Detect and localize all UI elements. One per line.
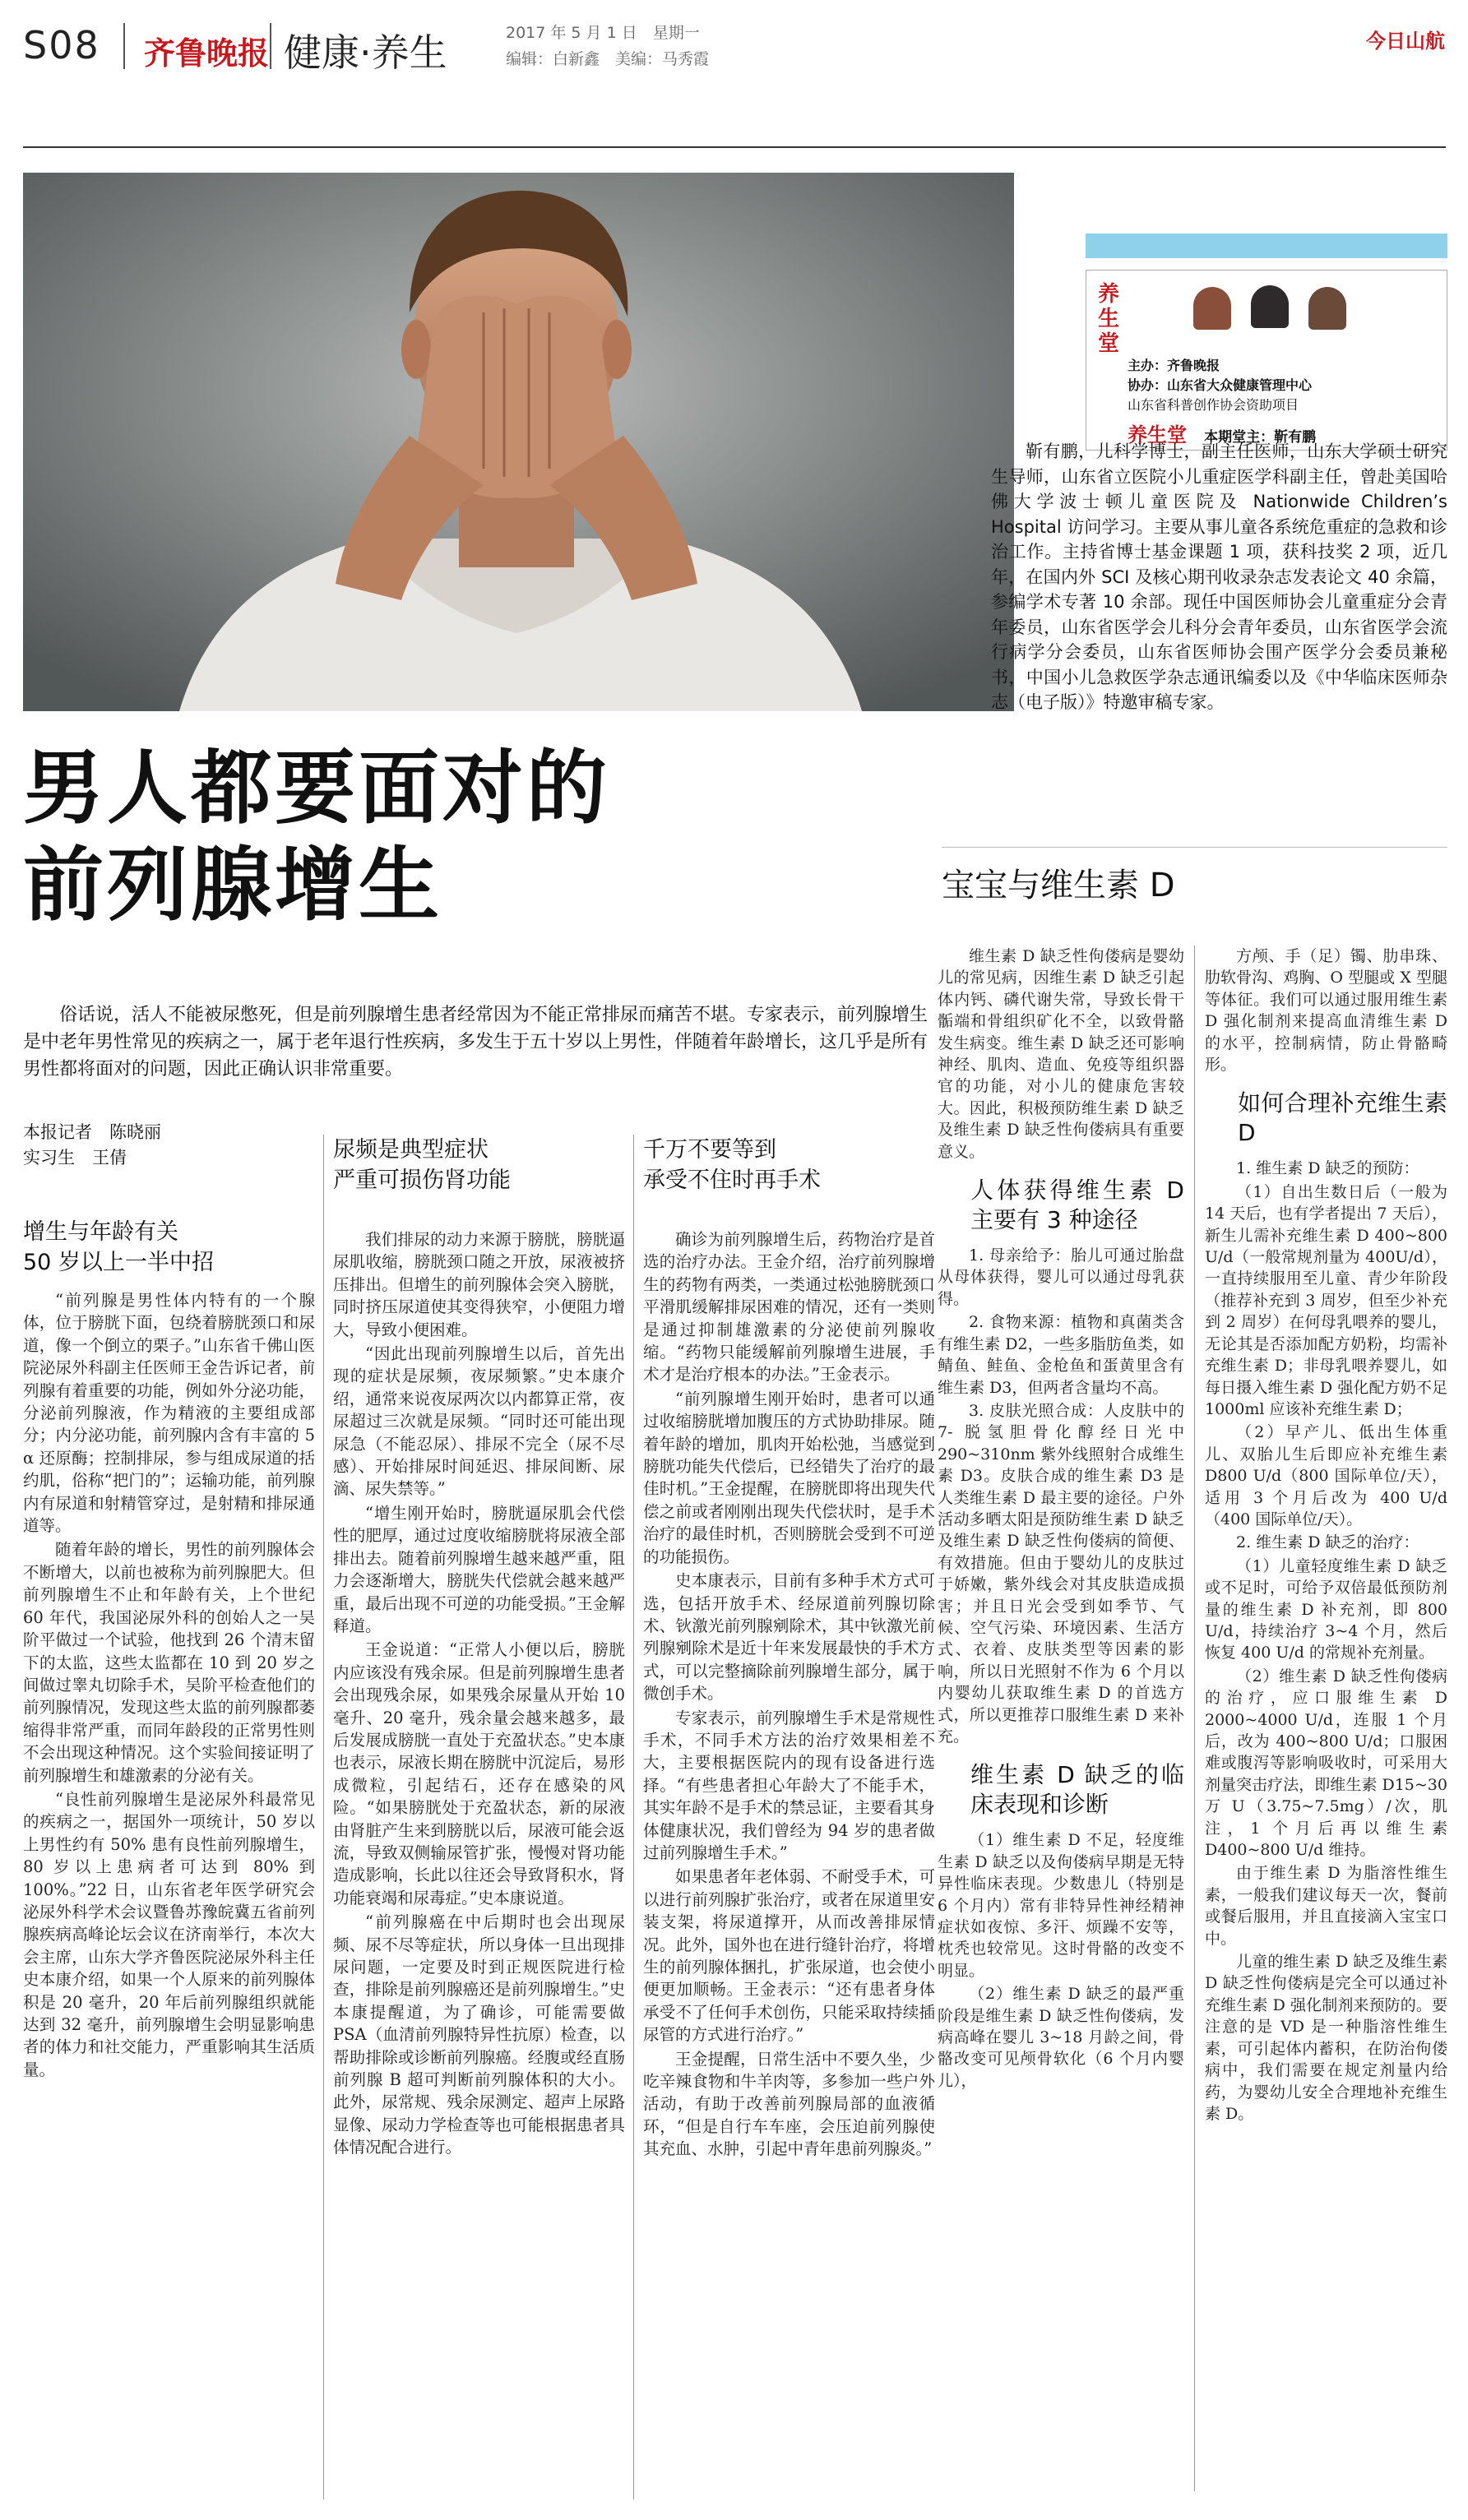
sidebar-subhead: 如何合理补充维生素 D [1238, 1089, 1447, 1147]
subhead: 50 岁以上一半中招 [23, 1250, 214, 1275]
issue-date: 2017 年 5 月 1 日 星期一 [506, 24, 700, 42]
paragraph: 随着年龄的增长，男性的前列腺体会不断增大，以前也被称为前列腺肥大。但前列腺增生不止和年龄有关，上个世纪 60 年代，我国泌尿外科的创始人之一吴阶平做过一个试验，他找到 26 个清末留下的太监，这些太监都在 10 到 20 岁之间做过睾丸切除手术，吴阶平检查他们的前列腺情况，发现这些太监的前列腺都萎缩得非常严重，而同年龄段的正常男性则不会出现这种情况。这个实验间接证明了前列腺增生和雄激素的分泌有关。 [23, 1540, 315, 1785]
man-covering-face-photo-icon [23, 173, 1014, 711]
paragraph: 确诊为前列腺增生后，药物治疗是首选的治疗办法。王金介绍，治疗前列腺增生的药物有两类，一类通过松弛膀胱颈口平滑肌缓解排尿困难的情况，还有一类则是通过抑制雄激素的分泌使前列腺收缩。“药物只能缓解前列腺增生进展，手术才是治疗根本的办法。”王金表示。 [643, 1230, 935, 1385]
paragraph: “前列腺增生刚开始时，患者可以通过收缩膀胱增加腹压的方式协助排尿。随着年龄的增加，肌肉开始松弛，当感觉到膀胱功能失代偿后，已经错失了治疗的最佳时机。”王金提醒，在膀胱即将出现失代偿之前或者刚刚出现失代偿状时，是手术治疗的最佳时机，否则膀胱会受到不可逆的功能损伤。 [643, 1389, 935, 1566]
byline [23, 1120, 161, 1171]
subhead: 尿频是典型症状 [333, 1137, 489, 1163]
headline-line-1: 男人都要面对的 [23, 742, 611, 835]
paragraph: （1）维生素 D 不足，轻度维生素 D 缺乏以及佝偻病早期是无特异性临床表现。少数患儿（特别是 6 个月内）常有非特异性神经精神症状如夜惊、多汗、烦躁不安等，枕秃也较常见。这时骨骼的改变不明显。 [938, 1831, 1184, 1980]
column-body [333, 1228, 625, 2159]
editor-credits: 编辑：白新鑫 美编：马秀霞 [506, 50, 710, 68]
header-divider [270, 23, 271, 69]
sidebar-rule [942, 847, 1447, 848]
paragraph: 专家表示，前列腺增生手术是常规性手术，不同手术方法的治疗效果相差不大，主要根据医院内的现有设备进行选择。“有些患者担心年龄大了不能手术，其实年龄不是手术的禁忌证，主要看其身体健康状况，我们曾经为 94 岁的患者做过前列腺增生手术。” [643, 1708, 935, 1862]
paragraph: 王金提醒，日常生活中不要久坐，少吃辛辣食物和牛羊肉等，多参加一些户外活动，有助于改善前列腺局部的血液循环，“但是自行车车座，会压迫前列腺使其充血、水肿，引起中青年患前列腺炎。” [643, 2049, 935, 2159]
paragraph: 王金说道：“正常人小便以后，膀胱内应该没有残余尿。但是前列腺增生患者会出现残余尿，如果残余尿量从开始 10 毫升、20 毫升，残余量会越来越多，最后发展成膀胱一直处于充盈状态。”史本康也表示，尿液长期在膀胱中沉淀后，易形成微粒，引起结石，还存在感染的风险。“如果膀胱处于充盈状态，新的尿液由肾脏产生来到膀胱以后，尿液可能会返流，导致双侧输尿管扩张，慢慢对肾功能造成影响，长此以往还会导致肾积水，肾功能衰竭和尿毒症。”史本康说道。 [333, 1640, 625, 1907]
subhead: 千万不要等到 [643, 1137, 776, 1163]
newspaper-logo: 齐鲁晚报 [144, 35, 270, 72]
article-column-1 [23, 1217, 315, 2083]
lead-paragraph: 俗话说，活人不能被尿憋死，但是前列腺增生患者经常因为不能正常排尿而痛苦不堪。专家表示，前列腺增生是中老年男性常见的疾病之一，属于老年退行性疾病，多发生于五十岁以上男性，伴随着年龄增长，这几乎是所有男性都将面对的问题，因此正确认识非常重要。 [23, 1005, 928, 1080]
headline-line-2: 前列腺增生 [23, 839, 443, 932]
column-name: 养生堂 [1128, 423, 1187, 446]
header-divider [123, 23, 125, 69]
paragraph: （1）自出生数日后（一般为 14 天后，也有学者提出 7 天后），新生儿需补充维生素 D 400~800 U/d（一般常规剂量为 400U/d），一直持续服用至儿童、青少年阶段（推荐补充到 3 周岁，但至少补充到 2 周岁）在何母乳喂养的婴儿，无论其是否添加配方奶粉，均需补充维生素 D；非母乳喂养婴儿，如每日摄入维生素 D 强化配方奶不足 1000ml 应该补充维生素 D； [1205, 1182, 1447, 1418]
paragraph: （2）早产儿、低出生体重儿、双胎儿生后即应补充维生素 D800 U/d（800 国际单位/天），适用 3 个月后改为 400 U/d（400 国际单位/天）。 [1205, 1423, 1447, 1528]
column-body [23, 1289, 315, 2081]
sponsor-block [1128, 356, 1312, 415]
header-meta [506, 20, 709, 72]
paragraph: “前列腺癌在中后期时也会出现尿频、尿不尽等症状，所以身体一旦出现排尿问题，一定要及时到正规医院进行检查，排除是前列腺癌还是前列腺增生。”史本康提醒道，为了确诊，可能需要做 PSA（血清前列腺特异性抗原）检查，以帮助排除或诊断前列腺癌。经腹或经直肠前列腺 B 超可判断前列腺体积的大小。此外，尿常规、残余尿测定、超声上尿路显像、尿动力学检查等也可能根据患者具体情况配合进行。 [333, 1912, 625, 2157]
sidebar-headline: 宝宝与维生素 D [942, 867, 1175, 904]
paragraph: 史本康表示，目前有多种手术方式可选，包括开放手术、经尿道前列腺切除术、钬激光前列腺剜除术，其中钬激光前列腺剜除术是近十年来发展最快的手术方式，可以完整摘除前列腺增生部分，属于微创手术。 [643, 1571, 935, 1704]
paragraph: “因此出现前列腺增生以后，首先出现的症状是尿频，夜尿频繁。”史本康介绍，通常来说夜尿两次以内都算正常，夜尿超过三次就是尿频。“同时还可能出现尿急（不能忍尿）、排尿不完全（尿不尽感）、开始排尿时间延迟、排尿间断、尿滴、尿失禁等。” [333, 1344, 625, 1499]
author-bio: 靳有鹏，儿科学博士，副主任医师，山东大学硕士研究生导师，山东省立医院小儿重症医学科副主任，曾赴美国哈佛大学波士顿儿童医院及 Nationwide Children’s Hospital 访问学习。主要从事儿童各系统危重症的急救和诊治工作。主持省博士基金课题 1 项，获科技奖 2 项，近几年，在国内外 SCI 及核心期刊收录杂志发表论文 40 余篇，参编学术专著 10 余部。现任中国医师协会儿童重症分会青年委员，山东省医学会儿科分会青年委员，山东省医学会流行病学分会委员，山东省医师协会围产医学分会委员兼秘书，中国小儿急救医学杂志通讯编委以及《中华临床医师杂志（电子版）》特邀审稿专家。 [991, 442, 1447, 712]
byline-intern: 实习生 王倩 [23, 1148, 127, 1168]
page-number: S08 [23, 23, 100, 67]
paragraph: （2）维生素 D 缺乏的最严重阶段是维生素 D 缺乏性佝偻病，发病高峰在婴儿 3~18 月龄之间，骨骼改变可见颅骨软化（6 个月内婴儿）， [938, 1985, 1184, 2090]
paragraph: 2. 维生素 D 缺乏的治疗： [1236, 1533, 1419, 1552]
article-photo [23, 173, 1014, 711]
paragraph: 如果患者年老体弱、不耐受手术，可以进行前列腺扩张治疗，或者在尿道里安装支架，将尿道撑开，从而改善排尿情况。此外，国外也在进行缝针治疗，将增生的前列腺体捆扎，扩张尿道，也会使小便更加顺畅。王金表示：“还有患者身体承受不了任何手术创伤，只能采取持续插尿管的方式进行治疗。” [643, 1867, 935, 2045]
avatar [1251, 285, 1289, 328]
paragraph: 维生素 D 缺乏性佝偻病是婴幼儿的常见病，因维生素 D 缺乏引起体内钙、磷代谢失常，导致长骨干骺端和骨组织矿化不全，以致骨骼发生病变。维生素 D 缺乏还可影响神经、肌肉、造血、免疫等组织器官的功能，对小儿的健康危害较大。因此，积极预防维生素 D 缺乏及维生素 D 缺乏性佝偻病具有重要意义。 [938, 947, 1184, 1161]
subhead: 承受不住时再手术 [643, 1168, 821, 1193]
paragraph: 儿童的维生素 D 缺乏及维生素 D 缺乏性佝偻病是完全可以通过补充维生素 D 强化制剂来预防的。要注意的是 VD 是一种脂溶性维生素，可引起体内蓄积，在防治佝偻病中，我们需要在规定剂量内给药，为婴幼儿安全合理地补充维生素 D。 [1205, 1953, 1447, 2123]
sponsor-line: 主办：齐鲁晚报 [1128, 358, 1220, 373]
paragraph: “良性前列腺增生是泌尿外科最常见的疾病之一，据国外一项统计，50 岁以上男性约有 50% 患有良性前列腺增生，80 岁以上患病者可达到 80% 到 100%。”22 日，山东省老年医学研究会泌尿外科学术会议暨鲁苏豫皖冀五省前列腺疾病高峰论坛会议在济南举行，本次大会主席，山东大学齐鲁医院泌尿外科主任史本康介绍，如果一个人原来的前列腺体积是 20 毫升，20 年后前列腺组织就能达到 32 毫升，前列腺增生会明显影响患者的体力和社交能力，严重影响其生活质量。 [23, 1789, 315, 2079]
subhead: 严重可损伤肾功能 [333, 1168, 511, 1193]
paragraph: 3. 皮肤光照合成：人皮肤中的 7- 脱氢胆骨化醇经日光中 290~310nm 紫外线照射合成维生素 D3。皮肤合成的维生素 D3 是人类维生素 D 最主要的途径。户外活动多晒太阳是预防维生素 D 缺乏及维生素 D 缺乏性佝偻病的简便、有效措施。但由于婴幼儿的皮肤过于娇嫩，紫外线会对其皮肤造成损害；并且日光会受到如季节、气候、空气污染、环境因素、生活方式、衣着、皮肤类型等因素的影响，所以日光照射不作为 6 个月以内婴幼儿获取维生素 D 的首选方式，所以更推荐口服维生素 D 来补充。 [938, 1401, 1184, 1746]
header-tagline: 今日山航 [1366, 30, 1445, 53]
sidebar-subhead: 人体获得维生素 D 主要有 3 种途径 [970, 1177, 1184, 1234]
author-tag: 本期堂主：靳有鹏 [1204, 429, 1317, 446]
avatar [1308, 287, 1346, 330]
byline-reporter: 本报记者 陈晓丽 [23, 1122, 161, 1142]
columnist-box [1086, 270, 1447, 451]
column-rule [1194, 946, 1195, 2491]
article-column-2 [333, 1135, 625, 2161]
column-rule [633, 1135, 634, 2499]
column-rule [323, 1135, 324, 2499]
main-headline [23, 740, 928, 934]
sidebar-accent-bar [1086, 234, 1447, 258]
paragraph: 1. 母亲给予：胎儿可通过胎盘从母体获得，婴儿可以通过母乳获得。 [938, 1246, 1184, 1308]
sidebar-subhead: 维生素 D 缺乏的临床表现和诊断 [970, 1761, 1184, 1819]
paragraph: 由于维生素 D 为脂溶性维生素，一般我们建议每天一次，餐前或餐后服用，并且直接滴入宝宝口中。 [1205, 1864, 1447, 1948]
paragraph: 1. 维生素 D 缺乏的预防： [1236, 1159, 1419, 1178]
paragraph: “增生刚开始时，膀胱逼尿肌会代偿性的肥厚，通过过度收缩膀胱将尿液全部排出去。随着前列腺增生越来越严重，阻力会逐渐增大，膀胱失代偿就会越来越严重，最后出现不可逆的功能受损。”王金解释道。 [333, 1503, 625, 1635]
column-logo [1098, 282, 1131, 356]
sponsor-line: 协办：山东省大众健康管理中心 [1128, 377, 1313, 393]
sponsor-line: 山东省科普创作协会资助项目 [1128, 397, 1299, 413]
header-rule [23, 146, 1446, 148]
sidebar-column-a [938, 946, 1184, 2093]
article-column-3 [643, 1135, 935, 2162]
column-logo-text: 养生堂 [1098, 282, 1120, 356]
paragraph: “前列腺是男性体内特有的一个腺体，位于膀胱下面，包绕着膀胱颈口和尿道，像一个倒立的栗子。”山东省千佛山医院泌尿外科副主任医师王金告诉记者，前列腺有着重要的功能，例如外分泌功能，分泌前列腺液，作为精液的主要组成部分；内分泌功能，前列腺内含有丰富的 5 α 还原酶；控制排尿，参与组成尿道的括约肌，俗称“把门的”；运输功能，前列腺内有尿道和射精管穿过，是射精和排尿通道等。 [23, 1291, 315, 1536]
paragraph: 2. 食物来源：植物和真菌类含有维生素 D2，一些多脂肪鱼类，如鲭鱼、鲑鱼、金枪鱼和蛋黄里含有维生素 D3，但两者含量均不高。 [938, 1313, 1184, 1397]
paragraph: 我们排尿的动力来源于膀胱，膀胱逼尿肌收缩，膀胱颈口随之开放，尿液被挤压排出。但增生的前列腺体会突入膀胱，同时挤压尿道使其变得狭窄，小便阻力增大，导致小便困难。 [333, 1230, 625, 1339]
paragraph: （1）儿童轻度维生素 D 缺乏或不足时，可给予双倍最低预防剂量的维生素 D 补充剂，即 800 U/d，持续治疗 3~4 个月，然后恢复 400 U/d 的常规补充剂量。 [1205, 1556, 1447, 1662]
column-body [643, 1228, 935, 2161]
sidebar-column-b [1205, 946, 1447, 2126]
paragraph: 方颅、手（足）镯、肋串珠、肋软骨沟、鸡胸、O 型腿或 X 型腿等体征。我们可以通过服用维生素 D 强化制剂来提高血清维生素 D 的水平，控制病情，防止骨骼畸形。 [1205, 947, 1447, 1075]
avatar [1193, 287, 1231, 330]
subhead: 增生与年龄有关 [23, 1219, 178, 1245]
paragraph: （2）维生素 D 缺乏性佝偻病的治疗，应口服维生素 D 2000~4000 U/d，连服 1 个月后，改为 400~800 U/d；口服困难或腹泻等影响吸收时，可采用大剂量突击疗法，即维生素 D15~30 万 U（3.75~7.5mg）/次，肌注，1 个月后再以维生素 D400~800 U/d 维持。 [1205, 1667, 1447, 1860]
section-title: 健康·养生 [284, 30, 447, 75]
